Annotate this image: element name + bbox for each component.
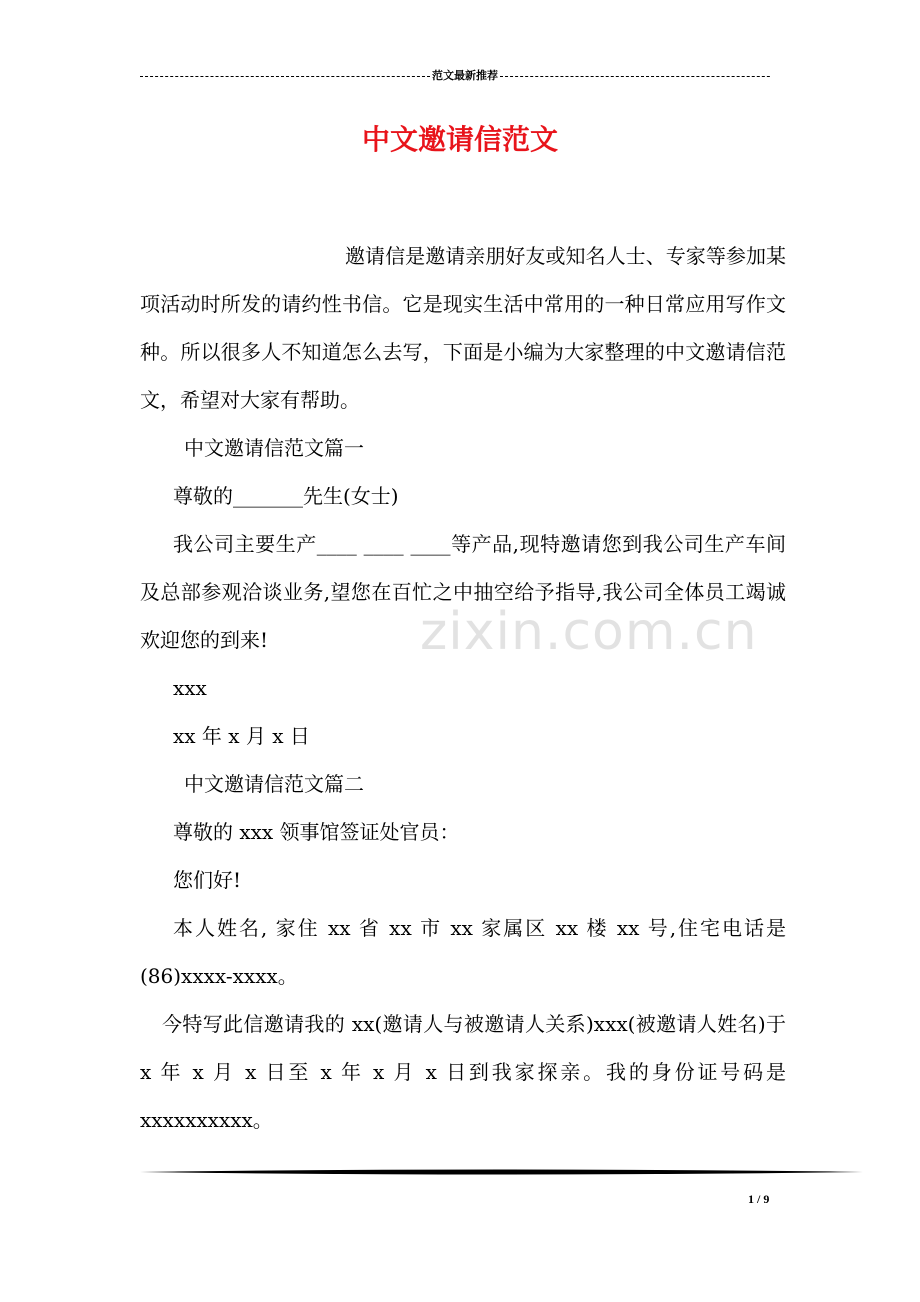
intro-paragraph: 邀请信是邀请亲朋好友或知名人士、专家等参加某项活动时所发的请约性书信。它是现实生活中常用的一种日常应用写作文种。所以很多人不知道怎么去写，下面是小编为大家整理的中文邀请信范文，希望对大家有帮助。 bbox=[140, 244, 786, 412]
body-paragraph-1: 我公司主要生产____ ____ ____等产品,现特邀请您到我公司生产车间及总部参观洽谈业务,望您在百忙之中抽空给予指导,我公司全体员工竭诚欢迎您的到来! bbox=[140, 532, 786, 652]
document-body bbox=[140, 232, 793, 1144]
section-heading-2: 中文邀请信范文篇二 bbox=[184, 772, 364, 796]
header-dashes-right bbox=[500, 76, 770, 77]
page-number: 1 / 9 bbox=[748, 1192, 770, 1206]
footer-rule bbox=[140, 1168, 863, 1176]
body-paragraph-2b: 今特写此信邀请我的 xx(邀请人与被邀请人关系)xxx(被邀请人姓名)于 x 年 x 月 x 日至 x 年 x 月 x 日到我家探亲。我的身份证号码是 xxxxxxxxxx。 bbox=[140, 1012, 793, 1132]
header-label: 范文最新推荐 bbox=[432, 69, 498, 82]
page-header bbox=[140, 68, 770, 84]
body-paragraph-2a: 本人姓名, 家住 xx 省 xx 市 xx 家属区 xx 楼 xx 号,住宅电话是(86)xxxx-xxxx。 bbox=[140, 916, 786, 988]
section-heading-1: 中文邀请信范文篇一 bbox=[184, 436, 364, 460]
date-1: xx 年 x 月 x 日 bbox=[173, 724, 310, 748]
signature-1: xxx bbox=[173, 676, 207, 700]
document-title: 中文邀请信范文 bbox=[361, 123, 558, 156]
greeting-2: 您们好! bbox=[173, 868, 242, 892]
header-dashes-left bbox=[140, 76, 430, 77]
salutation-1: 尊敬的_______先生(女士) bbox=[173, 484, 399, 508]
watermark: zixin.com.cn bbox=[420, 602, 758, 662]
salutation-2: 尊敬的 xxx 领事馆签证处官员： bbox=[173, 820, 460, 844]
